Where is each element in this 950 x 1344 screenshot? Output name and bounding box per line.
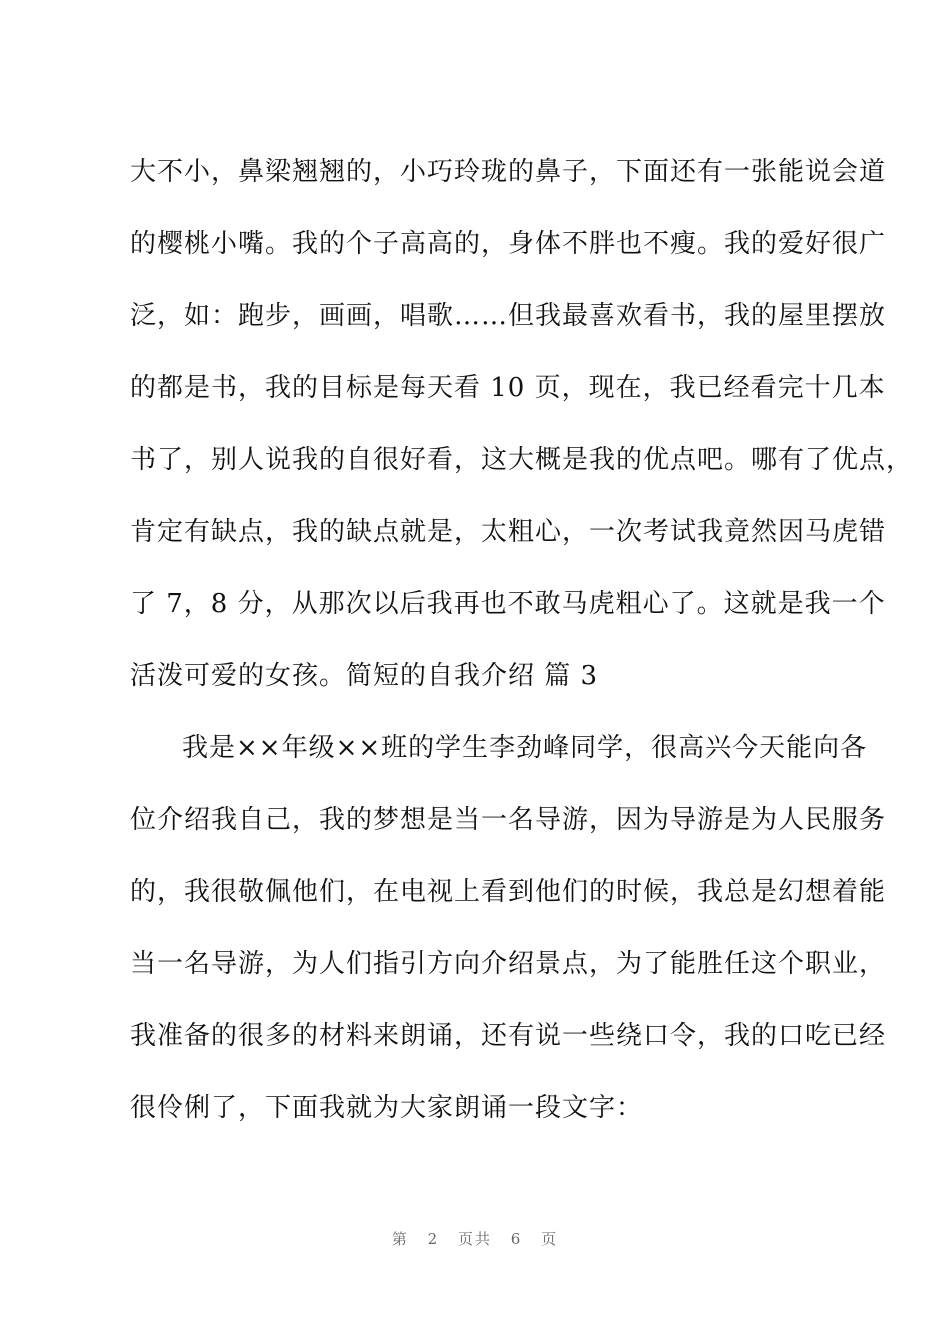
body-line-12: 当一名导游，为人们指引方向介绍景点，为了能胜任这个职业， bbox=[130, 949, 887, 979]
body-line-3: 泛，如：跑步，画画，唱歌……但我最喜欢看书，我的屋里摆放 bbox=[130, 301, 887, 331]
body-line-1: 大不小，鼻梁翘翘的，小巧玲珑的鼻子，下面还有一张能说会道 bbox=[130, 157, 887, 187]
body-line-11: 的，我很敬佩他们，在电视上看到他们的时候，我总是幻想着能 bbox=[130, 877, 887, 907]
footer-total-pages: 6 bbox=[510, 1230, 523, 1248]
body-line-13: 我准备的很多的材料来朗诵，还有说一些绕口令，我的口吃已经 bbox=[130, 1021, 887, 1051]
footer-prefix: 第 bbox=[391, 1230, 409, 1248]
body-line-10: 位介绍我自己，我的梦想是当一名导游，因为导游是为人民服务 bbox=[130, 805, 887, 835]
body-line-9: 我是××年级××班的学生李劲峰同学，很高兴今天能向各 bbox=[182, 733, 868, 763]
footer-page-number: 2 bbox=[427, 1230, 440, 1248]
page-footer bbox=[0, 1228, 950, 1249]
footer-middle: 页共 bbox=[457, 1230, 492, 1248]
footer-suffix: 页 bbox=[541, 1230, 559, 1248]
body-line-8: 活泼可爱的女孩。简短的自我介绍 篇 3 bbox=[130, 661, 599, 691]
body-line-2: 的樱桃小嘴。我的个子高高的，身体不胖也不瘦。我的爱好很广 bbox=[130, 229, 887, 259]
body-line-4: 的都是书，我的目标是每天看 10 页，现在，我已经看完十几本 bbox=[130, 373, 886, 403]
body-line-5: 书了，别人说我的自很好看，这大概是我的优点吧。哪有了优点， bbox=[130, 445, 914, 475]
body-line-6: 肯定有缺点，我的缺点就是，太粗心，一次考试我竟然因马虎错 bbox=[130, 517, 887, 547]
body-line-7: 了 7，8 分，从那次以后我再也不敢马虎粗心了。这就是我一个 bbox=[130, 589, 886, 619]
body-line-14: 很伶俐了，下面我就为大家朗诵一段文字： bbox=[130, 1093, 644, 1123]
